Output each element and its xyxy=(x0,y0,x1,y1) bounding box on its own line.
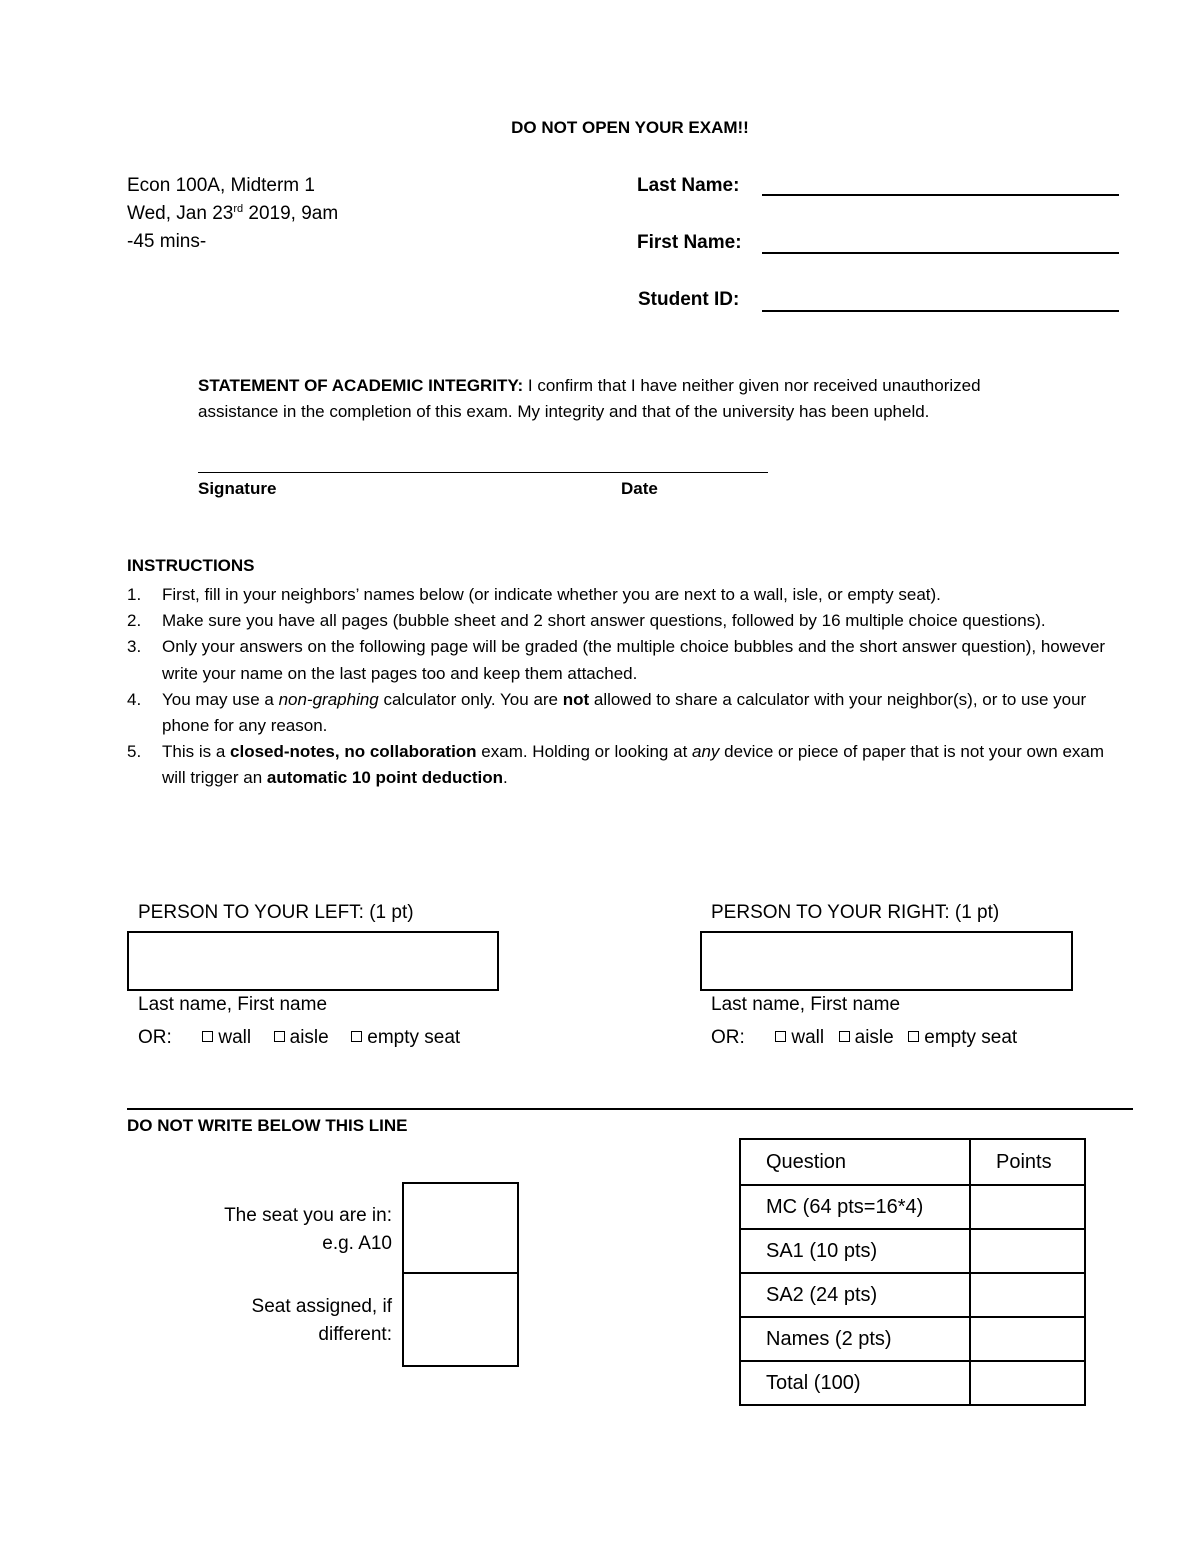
signature-line[interactable] xyxy=(198,472,768,473)
right-neighbor-caption: Last name, First name xyxy=(711,994,901,1015)
instruction-item: 3. Only your answers on the following page will be graded (the multiple choice bubbles and the short answer question), however write your name on the last pages too and keep them attached. xyxy=(127,637,1106,683)
student-id-field[interactable] xyxy=(762,310,1119,312)
date-label: Date xyxy=(621,479,658,498)
instruction-item: 4. You may use a non-graphing calculator only. You are not allowed to share a calculator with your neighbor(s), or to use your phone for any reason. xyxy=(127,689,1087,736)
table-row-label: SA2 (24 pts) xyxy=(740,1273,970,1317)
table-row-label: MC (64 pts=16*4) xyxy=(740,1185,970,1229)
table-row-points-cell[interactable] xyxy=(970,1185,1085,1229)
checkbox-icon xyxy=(839,1031,850,1042)
right-neighbor-title: PERSON TO YOUR RIGHT: (1 pt) xyxy=(711,902,1000,923)
current-seat-box[interactable] xyxy=(402,1182,519,1274)
last-name-label: Last Name: xyxy=(637,175,740,196)
first-name-field[interactable] xyxy=(762,252,1119,254)
left-empty-seat-checkbox[interactable]: empty seat xyxy=(351,1027,460,1048)
left-neighbor-options: OR: wall aisle empty seat xyxy=(138,1027,461,1048)
assigned-seat-label: Seat assigned, if xyxy=(251,1296,392,1317)
right-wall-checkbox[interactable]: wall xyxy=(775,1027,824,1048)
first-name-label: First Name: xyxy=(637,232,742,253)
instructions-heading: INSTRUCTIONS xyxy=(127,556,255,575)
checkbox-icon xyxy=(351,1031,362,1042)
table-row xyxy=(740,1229,1085,1273)
left-neighbor-input[interactable] xyxy=(127,931,499,991)
integrity-statement-line2: assistance in the completion of this exam. My integrity and that of the university has been upheld. xyxy=(198,402,930,421)
do-not-write-label: DO NOT WRITE BELOW THIS LINE xyxy=(127,1116,408,1135)
table-row xyxy=(740,1185,1085,1229)
assigned-seat-box[interactable] xyxy=(402,1272,519,1367)
instruction-item: 5. This is a closed-notes, no collaboration exam. Holding or looking at any device or piece of paper that is not your own exam will trigger an automatic 10 point deduction. xyxy=(127,742,1105,788)
table-row-points-cell[interactable] xyxy=(970,1273,1085,1317)
exam-date: Wed, Jan 23rd 2019, 9am xyxy=(127,203,339,224)
signature-label: Signature xyxy=(198,479,277,498)
table-row xyxy=(740,1273,1085,1317)
table-row-points-cell[interactable] xyxy=(970,1229,1085,1273)
instruction-item: 2. Make sure you have all pages (bubble sheet and 2 short answer questions, followed by 16 multiple choice questions). xyxy=(127,611,1046,631)
seat-example: e.g. A10 xyxy=(322,1233,392,1254)
table-row-label: SA1 (10 pts) xyxy=(740,1229,970,1273)
instructions-list xyxy=(127,582,1127,792)
page-title: DO NOT OPEN YOUR EXAM!! xyxy=(511,118,749,137)
left-neighbor-caption: Last name, First name xyxy=(138,994,328,1015)
table-row xyxy=(740,1317,1085,1361)
table-row-label: Total (100) xyxy=(740,1361,970,1405)
checkbox-icon xyxy=(202,1031,213,1042)
right-aisle-checkbox[interactable]: aisle xyxy=(839,1027,894,1048)
instruction-item: 1. First, fill in your neighbors’ names below (or indicate whether you are next to a wall, isle, or empty seat). xyxy=(127,585,941,604)
last-name-field[interactable] xyxy=(762,194,1119,196)
assigned-seat-label-2: different: xyxy=(318,1324,392,1345)
checkbox-icon xyxy=(775,1031,786,1042)
right-empty-seat-checkbox[interactable]: empty seat xyxy=(908,1027,1017,1048)
exam-duration: -45 mins- xyxy=(127,231,207,252)
table-header-question: Question xyxy=(740,1139,970,1185)
integrity-statement-line1: STATEMENT OF ACADEMIC INTEGRITY: I confirm that I have neither given nor received unauthorized xyxy=(198,376,981,395)
score-table xyxy=(739,1138,1086,1406)
table-row-label: Names (2 pts) xyxy=(740,1317,970,1361)
checkbox-icon xyxy=(908,1031,919,1042)
table-header-row xyxy=(740,1139,1085,1185)
table-row-points-cell[interactable] xyxy=(970,1361,1085,1405)
table-row xyxy=(740,1361,1085,1405)
student-id-label: Student ID: xyxy=(638,289,740,310)
table-row-points-cell[interactable] xyxy=(970,1317,1085,1361)
seat-label: The seat you are in: xyxy=(224,1205,392,1226)
table-header-points: Points xyxy=(970,1139,1085,1185)
left-neighbor-title: PERSON TO YOUR LEFT: (1 pt) xyxy=(138,902,414,923)
right-neighbor-options: OR: wall aisle empty seat xyxy=(711,1027,1018,1048)
left-aisle-checkbox[interactable]: aisle xyxy=(274,1027,329,1048)
checkbox-icon xyxy=(274,1031,285,1042)
course-title: Econ 100A, Midterm 1 xyxy=(127,175,315,196)
divider-line xyxy=(127,1108,1133,1110)
right-neighbor-input[interactable] xyxy=(700,931,1073,991)
left-wall-checkbox[interactable]: wall xyxy=(202,1027,251,1048)
